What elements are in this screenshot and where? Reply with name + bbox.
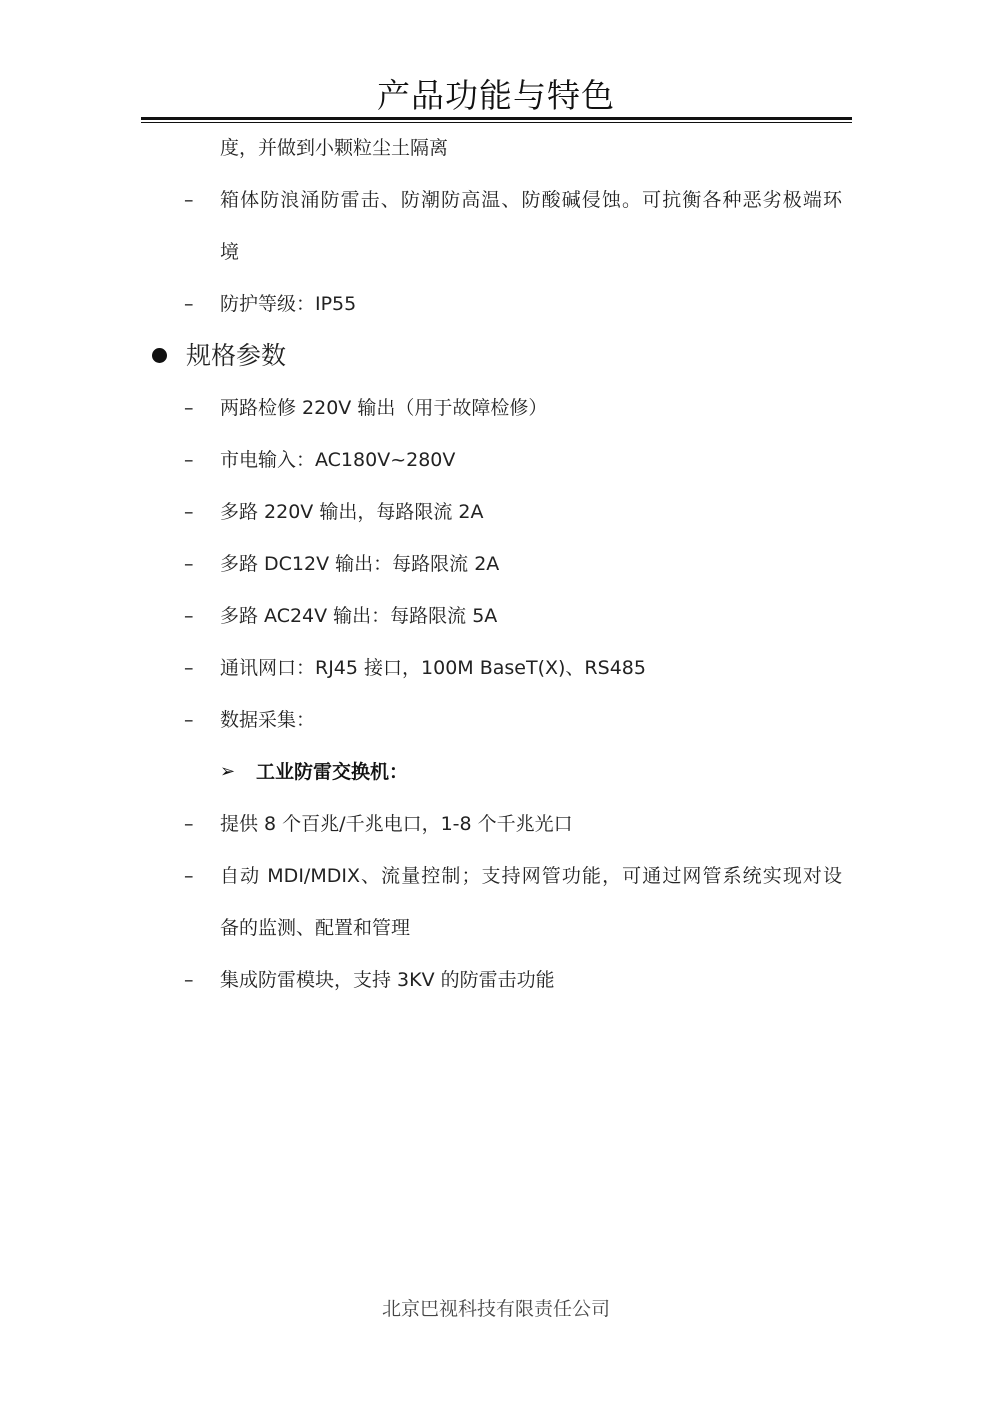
list-item-text-continued: 境 [220,241,240,263]
dash-marker: – [184,709,194,731]
dash-marker: – [184,657,194,679]
dash-marker: – [184,449,194,471]
spec-item: 两路检修 220V 输出（用于故障检修） [220,397,548,419]
switch-item-continued: 备的监测、配置和管理 [220,917,411,939]
title-rule-thick [141,117,852,120]
dash-marker: – [184,813,194,835]
spec-item: 市电输入：AC180V~280V [220,449,456,471]
switch-item: 自动 MDI/MDIX、流量控制；支持网管功能，可通过网管系统实现对设 [220,865,842,887]
spec-item: 多路 220V 输出，每路限流 2A [220,501,484,523]
spec-item: 数据采集： [220,709,316,731]
list-item-text: 防护等级：IP55 [220,293,357,315]
section-bullet [152,348,167,363]
dash-marker: – [184,501,194,523]
subsection-heading: 工业防雷交换机： [256,761,409,783]
footer-company: 北京巴视科技有限责任公司 [381,1298,610,1320]
continuation-text: 度，并做到小颗粒尘土隔离 [220,137,449,159]
dash-marker: – [184,293,194,315]
spec-item: 通讯网口：RJ45 接口，100M BaseT(X)、RS485 [220,657,646,679]
dash-marker: – [184,553,194,575]
title-rule-thin [141,122,852,123]
dash-marker: – [184,397,194,419]
dash-marker: – [184,865,194,887]
section-heading: 规格参数 [186,341,287,370]
switch-item: 提供 8 个百兆/千兆电口，1-8 个千兆光口 [220,813,573,835]
list-item-text: 箱体防浪涌防雷击、防潮防高温、防酸碱侵蚀。可抗衡各种恶劣极端环 [220,189,842,211]
spec-item: 多路 AC24V 输出：每路限流 5A [220,605,498,627]
switch-item: 集成防雷模块，支持 3KV 的防雷击功能 [220,969,555,991]
dash-marker: – [184,189,194,211]
page-title: 产品功能与特色 [377,76,615,115]
spec-item: 多路 DC12V 输出：每路限流 2A [220,553,500,575]
dash-marker: – [184,969,194,991]
dash-marker: – [184,605,194,627]
arrow-bullet-icon: ➢ [220,761,236,782]
